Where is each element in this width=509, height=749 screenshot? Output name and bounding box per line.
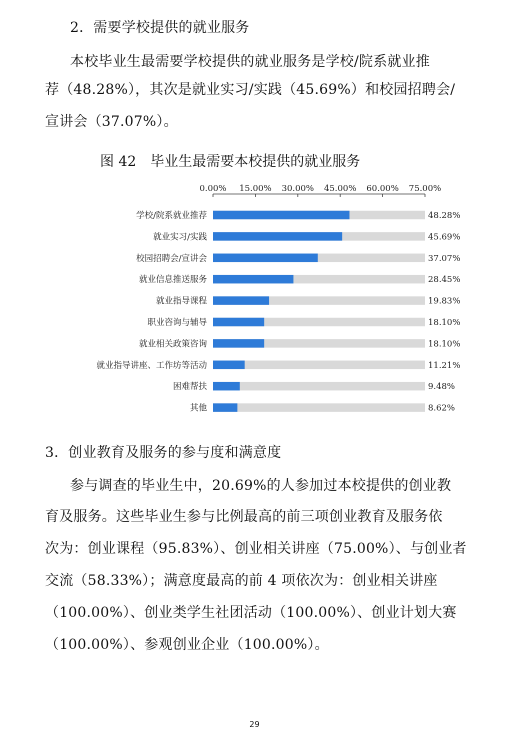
bar: [213, 254, 318, 262]
section-2-heading: 2．需要学校提供的就业服务: [70, 20, 250, 36]
category-label: 其他: [189, 403, 207, 414]
figure-title: 图 42 毕业生最需要本校提供的就业服务: [100, 154, 361, 170]
data-label: 18.10%: [428, 339, 461, 350]
category-label: 校园招聘会/宣讲会: [136, 253, 207, 264]
paragraph-1-line-1: 本校毕业生最需要学校提供的就业服务是学校/院系就业推: [70, 54, 430, 70]
bar: [213, 403, 237, 412]
data-label: 45.69%: [428, 232, 461, 243]
bar-track: [213, 403, 425, 412]
data-label: 19.83%: [428, 296, 461, 307]
category-label: 就业相关政策咨询: [138, 339, 207, 350]
data-label: 18.10%: [428, 318, 461, 328]
bar: [213, 339, 264, 348]
paragraph-2-line-5: （100.00%）、创业类学生社团活动（100.00%）、创业计划大赛: [45, 605, 457, 621]
bar: [213, 275, 293, 284]
bar: [213, 318, 264, 327]
category-label: 就业实习/实践: [153, 232, 207, 243]
data-label: 48.28%: [428, 211, 461, 221]
paragraph-1-line-2: 荐（48.28%），其次是就业实习/实践（45.69%）和校园招聘会/: [45, 82, 456, 98]
data-label: 9.48%: [428, 382, 456, 393]
x-tick-label: 15.00%: [239, 184, 272, 194]
category-label: 学校/院系就业推荐: [136, 211, 207, 221]
bar: [213, 296, 269, 305]
paragraph-2-line-2: 育及服务。这些毕业生参与比例最高的前三项创业教育及服务依: [45, 509, 443, 525]
paragraph-2-line-6: （100.00%）、参观创业企业（100.00%）。: [45, 637, 329, 653]
bar: [213, 232, 342, 241]
bar-chart-svg: [60, 182, 480, 427]
bar: [213, 211, 349, 220]
category-label: 就业指导课程: [155, 296, 207, 307]
bar-track: [213, 361, 425, 370]
category-label: 就业指导讲座、工作坊等活动: [96, 360, 207, 371]
data-label: 37.07%: [428, 253, 461, 264]
paragraph-2-line-1: 参与调查的毕业生中，20.69%的人参加过本校提供的创业教: [70, 478, 452, 494]
bar-track: [213, 382, 425, 391]
page-number: 29: [249, 720, 260, 729]
x-tick-label: 0.00%: [199, 184, 227, 194]
category-label: 困难帮扶: [172, 382, 207, 393]
paragraph-2-line-3: 次为：创业课程（95.83%）、创业相关讲座（75.00%）、与创业者: [45, 541, 467, 557]
paragraph-2-line-4: 交流（58.33%）；满意度最高的前 4 项依次为：创业相关讲座: [45, 573, 438, 589]
data-label: 28.45%: [428, 275, 461, 286]
bar: [213, 382, 240, 391]
x-tick-label: 30.00%: [281, 184, 315, 194]
x-tick-label: 75.00%: [408, 184, 442, 194]
x-tick-label: 45.00%: [323, 184, 357, 194]
data-label: 8.62%: [428, 403, 456, 414]
section-3-heading: 3．创业教育及服务的参与度和满意度: [45, 445, 282, 461]
category-label: 就业信息推送服务: [138, 275, 207, 286]
x-tick-label: 60.00%: [366, 184, 399, 194]
bar: [213, 361, 245, 370]
paragraph-1-line-3: 宣讲会（37.07%）。: [45, 114, 178, 130]
category-label: 职业咨询与辅导: [147, 318, 207, 328]
data-label: 11.21%: [428, 360, 461, 371]
employment-services-chart: [60, 182, 480, 427]
